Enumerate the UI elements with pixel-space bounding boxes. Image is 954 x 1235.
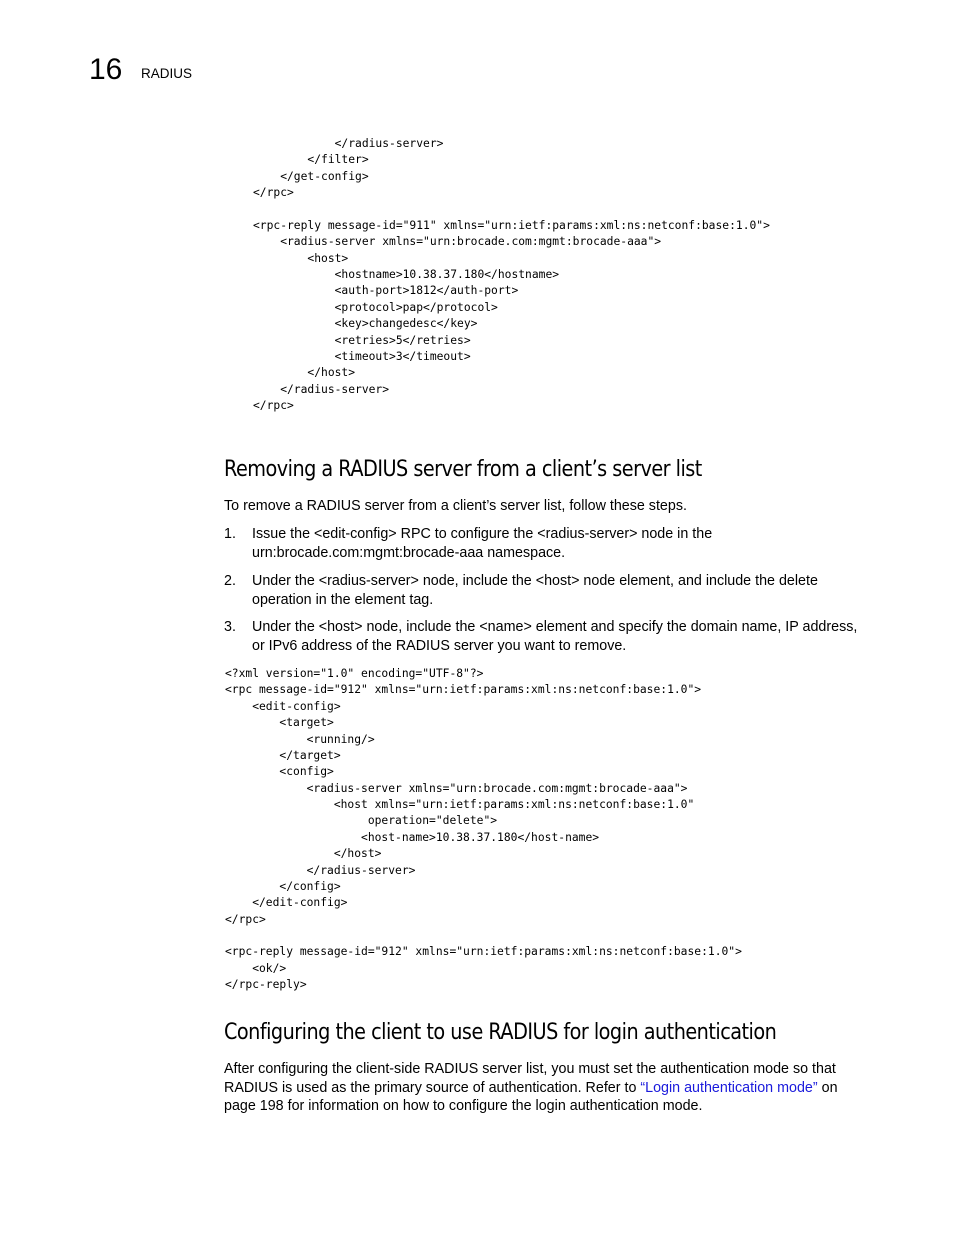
section-intro: To remove a RADIUS server from a client’s server list, follow these steps. xyxy=(224,498,687,514)
step-item-1 xyxy=(224,525,864,562)
code-block-get-config-reply: </radius-server> </filter> </get-config> </rpc> <rpc-reply message-id="911" xmlns="urn:ietf:params:xml:ns:netconf:base:1.0"> <radius-server xmlns="urn:brocade.com:mgmt:brocade-aaa"> <host> <hostname>10.38.37.180</hostname> <auth-port>1812</auth-port> <protocol>pap</protocol> <key>changedesc</key> <retries>5</retries> <timeout>3</timeout> </host> </radius-server> </rpc> xyxy=(253,137,770,412)
step-number: 1. xyxy=(224,526,236,542)
chapter-number: 16 xyxy=(89,53,123,86)
section-heading-configuring-login-auth: Configuring the client to use RADIUS for login authentication xyxy=(224,1020,777,1045)
section-heading-removing-radius-server: Removing a RADIUS server from a client’s server list xyxy=(224,457,702,482)
step-number: 2. xyxy=(224,573,236,589)
step-item-3 xyxy=(224,618,864,655)
step-text: Under the <host> node, include the <name> element and specify the domain name, IP address, or IPv6 address of the RADIUS server you want to remove. xyxy=(252,619,858,654)
step-text: Under the <radius-server> node, include the <host> node element, and include the delete operation in the element tag. xyxy=(252,573,818,608)
step-item-2 xyxy=(224,572,864,609)
paragraph-text: After configuring the client-side RADIUS server list, you must set the authentication mode so that RADIUS is used as the primary source of authentication. Refer to xyxy=(224,1061,836,1096)
section-paragraph xyxy=(224,1060,864,1116)
paragraph-text-continued: on page 198 for information on how to configure the login authentication mode. xyxy=(224,1079,838,1115)
login-authentication-mode-link[interactable]: “Login authentication mode” xyxy=(640,1079,818,1096)
chapter-title: RADIUS xyxy=(141,66,193,81)
step-number: 3. xyxy=(224,619,236,635)
code-block-edit-config-delete: <?xml version="1.0" encoding="UTF-8"?> <rpc message-id="912" xmlns="urn:ietf:params:xml:ns:netconf:base:1.0"> <edit-config> <target> <running/> </target> <config> <radius-server xmlns="urn:brocade.com:mgmt:brocade-aaa"> <host xmlns="urn:ietf:params:xml:ns:netconf:base:1.0" operation="delete"> <host-name>10.38.37.180</host-name> </host> </radius-server> </config> </edit-config> </rpc> <rpc-reply message-id="912" xmlns="urn:ietf:params:xml:ns:netconf:base:1.0"> <ok/> </rpc-reply> xyxy=(225,667,742,992)
step-text: Issue the <edit-config> RPC to configure the <radius-server> node in the urn:brocade.com:mgmt:brocade-aaa namespace. xyxy=(252,526,713,561)
